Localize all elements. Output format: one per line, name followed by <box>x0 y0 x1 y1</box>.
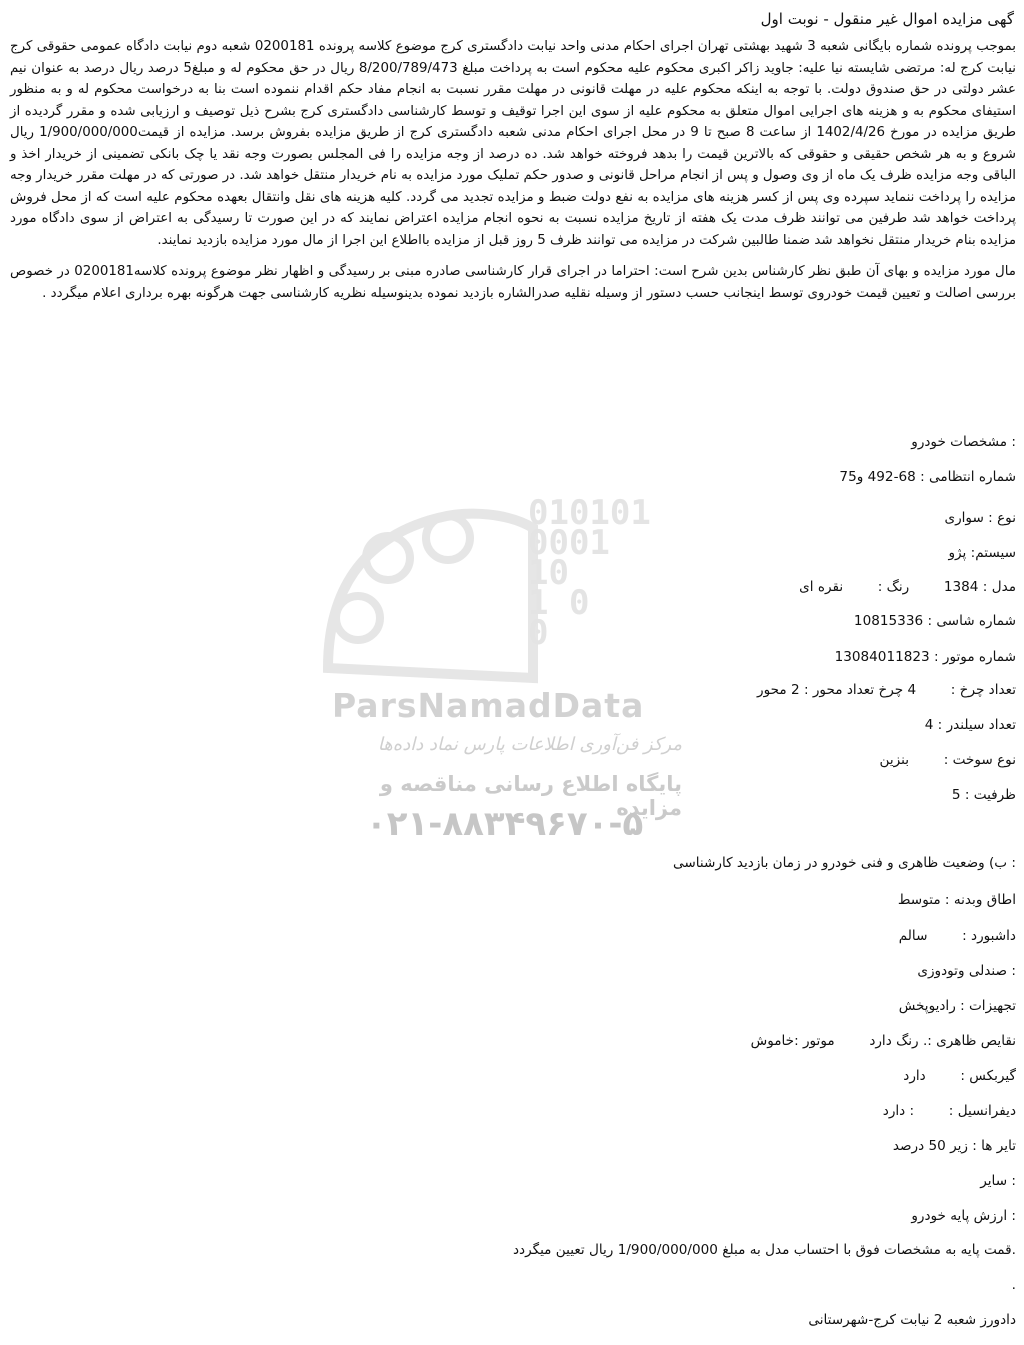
spec-model-label: مدل : <box>982 579 1016 595</box>
condition-equipment: تجهیزات : رادیوپخش <box>898 998 1016 1014</box>
condition-defects-label: نقایص ظاهری :. <box>922 1033 1016 1049</box>
spec-fuel-label: نوع سوخت : <box>943 752 1016 768</box>
page-title: گهی مزایده اموال غیر منقول - نوبت اول <box>760 10 1014 28</box>
spec-chassis: شماره شاسی : 10815336 <box>853 613 1016 629</box>
watermark-digit-row: 010101 <box>528 493 651 533</box>
condition-defects <box>751 1031 1016 1051</box>
spec-wheels-label: تعداد چرخ : <box>950 682 1016 698</box>
condition-gearbox <box>903 1066 1016 1086</box>
condition-differential-label: دیفرانسیل : <box>948 1103 1016 1119</box>
spec-plate: شماره انتظامی : 68-492 و75 <box>839 469 1016 485</box>
spec-color-label: رنگ : <box>877 579 910 595</box>
separator-dot: . <box>1011 1277 1016 1293</box>
spec-system: سیستم: پژو <box>948 545 1016 561</box>
watermark-digit-row: 1 0 <box>528 583 590 623</box>
spec-cylinders: تعداد سیلندر : 4 <box>924 717 1016 733</box>
spec-fuel <box>880 750 1017 770</box>
signature: دادورز شعبه 2 نیابت کرج-شهرستانی <box>808 1312 1016 1328</box>
watermark-phone: ۰۲۱-۸۸۳۴۹۶۷۰-۵ <box>366 804 644 844</box>
spec-engine: شماره موتور : 13084011823 <box>834 649 1016 665</box>
spec-axles: تعداد محور : 2 محور <box>757 682 875 698</box>
condition-tires: تایر ها : زیر 50 درصد <box>892 1138 1016 1154</box>
watermark-digit-row: 0 <box>528 613 549 653</box>
spec-type: نوع : سواری <box>944 510 1016 526</box>
condition-other: سایر : <box>980 1173 1016 1189</box>
condition-heading: ب) وضعیت ظاهری و فنی خودرو در زمان بازدید کارشناسی : <box>673 855 1016 871</box>
condition-gearbox-value: دارد <box>903 1068 926 1084</box>
watermark-digit-row: 0001 <box>528 523 610 563</box>
condition-gearbox-label: گیربکس : <box>960 1068 1016 1084</box>
condition-dashboard-label: داشبورد : <box>962 928 1016 944</box>
watermark-brand: ParsNamadData <box>332 686 645 725</box>
spec-model-value: 1384 <box>943 579 979 595</box>
spec-wheels-axles <box>757 680 1016 700</box>
condition-defects-paint: رنگ دارد <box>869 1033 919 1049</box>
condition-defects-engine: موتور :خاموش <box>750 1033 835 1049</box>
watermark-line2: پایگاه اطلاع رسانی مناقصه و مزایده <box>379 772 682 820</box>
condition-dashboard-value: سالم <box>898 928 928 944</box>
expert-opinion-paragraph: مال مورد مزایده و بهای آن طبق نظر کارشناس بدین شرح است: احتراما در اجرای قرار کارشناسی صادره مبنی بر رسیدگی و اظهار نظر موضوع پرونده کلاسه0200181 در خصوص بررسی اصالت و تعیین قیمت خودروی توسط اینجانب حسب دستور از وسیله نقلیه صدرالشاره بازدید نموده بدینوسیله نظریه کارشناسی جهت هرگونه بهره برداری اعلام میگردد . <box>10 264 1016 301</box>
notice-paragraph: بموجب پرونده شماره بایگانی شعبه 3 شهید بهشتی تهران اجرای احکام مدنی واحد نیابت دادگستری کرج موضوع کلاسه پرونده 0200181 شعبه دوم نیابت دادگاه عمومی حقوقی کرج نیابت کرج له: مرتضی شایسته نیا علیه: جاوید زاکر اکبری محکوم علیه محکوم است به پرداخت مبلغ 8/200/789/473 ریال در حق محکوم له و مبلغ5 درصد ریال درصد به عنوان نیم عشر دولتی در حق صندوق دولت. با توجه به اینکه محکوم علیه در مهلت قانونی در مهلت مقرر نسبت به انجام مفاد حکم اقدام ننموده است بنا به درخواست محکوم له و به منظور استیفای محکوم به و هزینه های اجرایی اموال متعلق به محکوم علیه از سوی این اجرا توقیف و توسط کارشناسی دادگستری کرج بشرح ذیل توصیف و ارزیابی شده و مقرر گردیده از طریق مزایده در مورخ 1402/4/26 از ساعت 8 صبح تا 9 در محل اجرای احکام مدنی شعبه دادگستری کرج از طریق مزایده بفروش برسد. مزایده از قیمت1/900/000/000 ریال شروع و به هر شخص حقیقی و حقوقی که بالاترین قیمت را بدهد فروخته خواهد شد. ده درصد از وجه مزایده را فی المجلس بصورت وجه نقد یا چک بانکی تضمینی از خریدار اخذ و الباقی وجه مزایده ظرف یک ماه از وی وصول و پس از انجام مراحل قانونی و صدور حکم تملیک مورد مزایده به نام خریدار منتقل خواهد شد. در صورتی که در مهلت مقرر خریدار وجه مزایده را پرداخت ننماید سپرده وی پس از کسر هزینه های مزایده به نفع دولت ضبط و مزایده تجدید می گردد. کلیه هزینه های نقل وانتقال بعهده محکوم علیه است که از محل فروش پرداخت خواهد شد طرفین می توانند ظرف مدت یک هفته از تاریخ مزایده نسبت به نحوه انجام مزایده اعتراض نمایند که در این صورت تا رسیدگی به اعتراض از سوی دادگاه مورد مزایده بنام خریدار منتقل نخواهد شد ضمنا طالبین شرکت در مزایده می توانند ظرف 5 روز قبل از مزایده بااطلاع این اجرا از مال مورد مزایده بازدید نمایند. <box>10 39 1016 248</box>
watermark-line1: مرکز فن‌آوری اطلاعات پارس نماد داده‌ها <box>377 734 682 755</box>
condition-base-value: ارزش پایه خودرو : <box>911 1208 1016 1224</box>
spec-model-color <box>799 577 1016 597</box>
condition-dashboard <box>899 926 1016 946</box>
condition-cabin: اطاق وبدنه : متوسط <box>897 892 1016 908</box>
spec-capacity: ظرفیت : 5 <box>951 787 1016 803</box>
condition-differential-value: : دارد <box>882 1103 915 1119</box>
spec-color-value: نقره ای <box>799 579 844 595</box>
specs-heading: مشخصات خودرو : <box>911 434 1016 450</box>
watermark-digit-row: 10 <box>528 553 569 593</box>
spec-fuel-value: بنزین <box>879 752 910 768</box>
condition-seats: صندلی وتودوزی : <box>917 963 1016 979</box>
spec-wheels-value: 4 چرخ <box>878 682 917 698</box>
condition-differential <box>883 1101 1016 1121</box>
base-price-text: قمت پایه به مشخصات فوق با احتساب مدل به مبلغ 1/900/000/000 ریال تعیین میگردد. <box>512 1242 1016 1258</box>
